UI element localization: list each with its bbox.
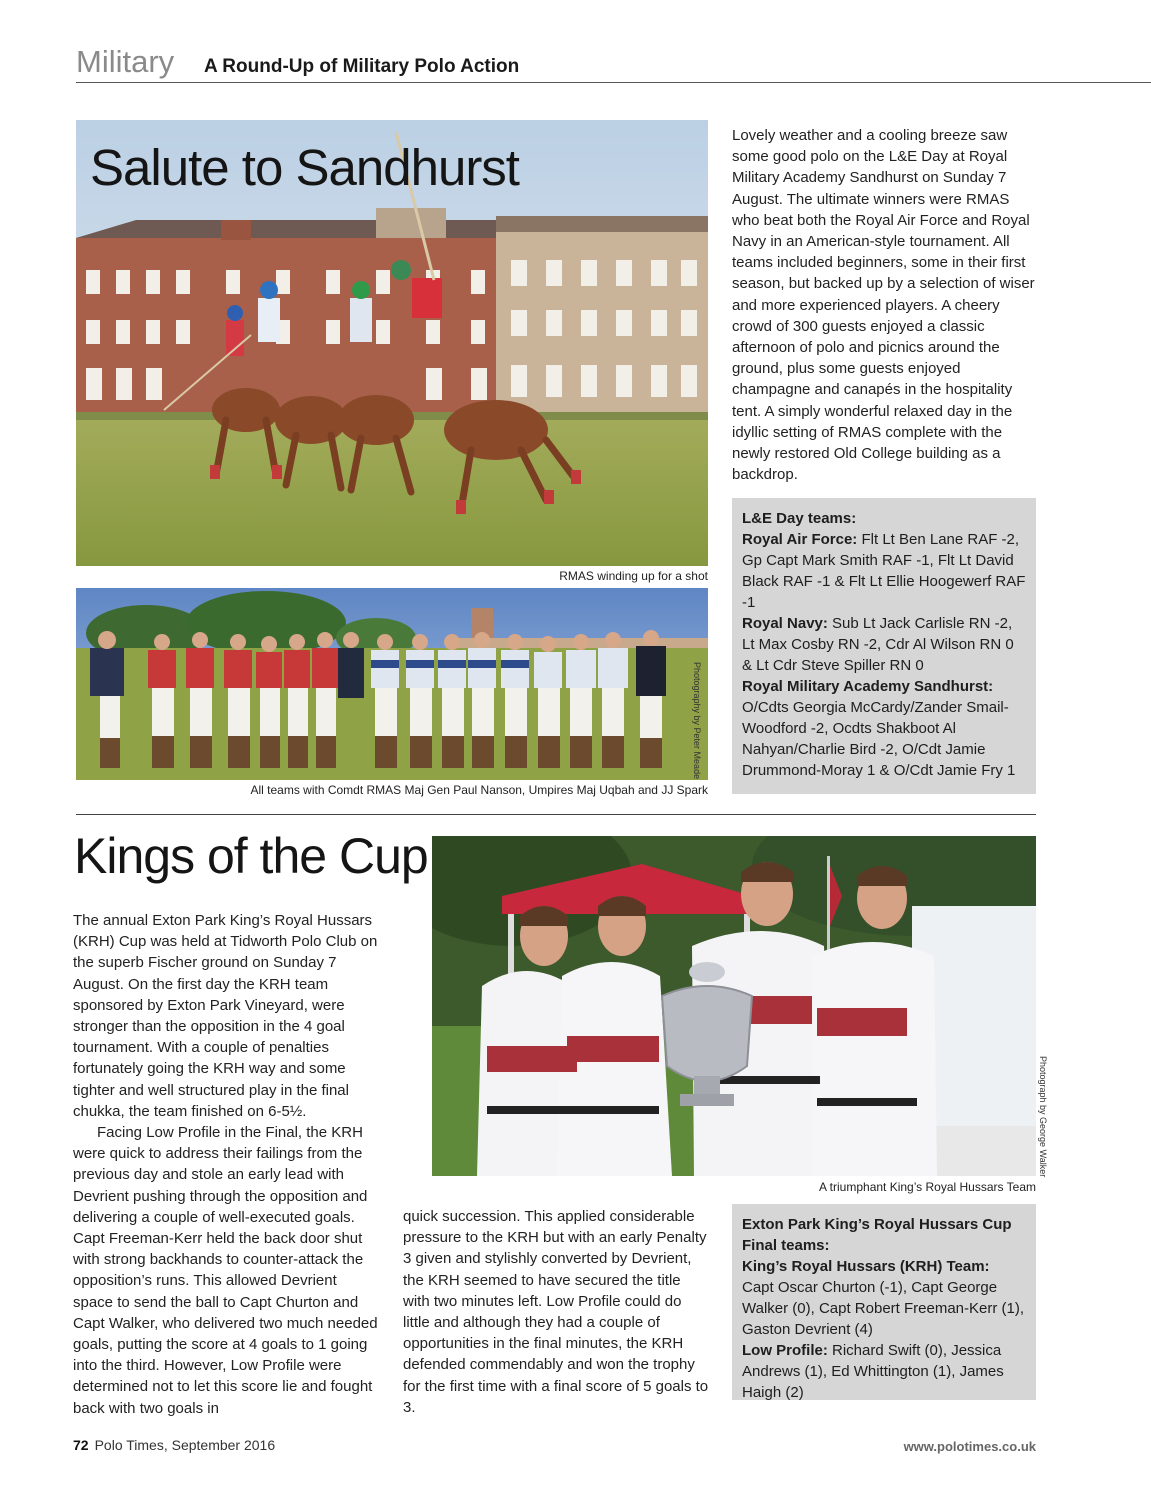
sandhurst-intro-text: Lovely weather and a cooling breeze saw some good polo on the L&E Day at Royal Military Academy Sandhurst on Sunday 7 August. The ultimate winners were RMAS who beat both the Royal Air Force and Royal Navy in an American-style tournament. All teams included beginners, some in their first season, but backed up by a selection of wiser and more experienced players. A cheery crowd of 300 guests enjoyed a classic afternoon of polo and picnics around the ground, plus some guests enjoyed champagne and canapés in the hospitality tent. A simply wonderful relaxed day in the idyllic setting of RMAS complete with the newly restored Old College building as a backdrop. (732, 127, 1035, 484)
page-header-title: A Round-Up of Military Polo Action (204, 56, 520, 77)
low-profile-label: Low Profile: (742, 1342, 828, 1359)
kings-column-1 (73, 910, 379, 1419)
team-lineup-photo (76, 588, 708, 780)
raf-label: Royal Air Force: (742, 531, 858, 548)
team-lineup-illustration (76, 588, 708, 780)
page-number: 72 (73, 1437, 89, 1453)
photo-caption-match: RMAS winding up for a shot (559, 569, 708, 583)
low-profile-players: Richard Swift (0), Jessica Andrews (1), Ed Whittington (1), James Haigh (2) (742, 1342, 1004, 1401)
section-label: Military (76, 44, 175, 79)
publication-name: Polo Times, September 2016 (94, 1437, 276, 1453)
krh-team-players: Capt Oscar Churton (-1), Capt George Walker (0), Capt Robert Freeman-Kerr (1), Gaston Devrient (4) (742, 1279, 1025, 1338)
photo-credit-kings: Photograph by George Walker (1038, 1056, 1048, 1178)
article-divider (76, 814, 1036, 815)
footer-left (73, 1437, 275, 1453)
navy-players: Sub Lt Jack Carlisle RN -2, Lt Max Cosby RN -2, Cdr Al Wilson RN 0 & Lt Cdr Steve Spiller RN 0 (742, 615, 1014, 674)
teams-box-heading: L&E Day teams: (742, 510, 857, 527)
trophy-team-illustration (432, 836, 1036, 1176)
kings-paragraph-2-continued: quick succession. This applied considerable pressure to the KRH but with an early Penalty 3 given and stylishly converted by Devrient, the KRH seemed to have secured the title with two minutes left. Low Profile could do little and although they had a couple of opportunities in the final minutes, the KRH defended commendably and won the trophy for the first time with a final score of 5 goals to 3. (403, 1208, 709, 1416)
footer-website: www.polotimes.co.uk (903, 1439, 1036, 1454)
kings-paragraph-1: The annual Exton Park King’s Royal Hussars (KRH) Cup was held at Tidworth Polo Club on the superb Fischer ground on Sunday 7 August. On the first day the KRH team sponsored by Exton Park Vineyard, were stronger than the opposition in the 4 goal tournament. With a couple of penalties fortunately going the KRH way and some tighter and well structured play in the final chukka, the team finished on 6-5½. (73, 912, 378, 1120)
article-title-sandhurst: Salute to Sandhurst (90, 139, 519, 196)
kings-paragraph-2: Facing Low Profile in the Final, the KRH were quick to address their failings from the previous day and stole an early lead with Devrient pushing through the opposition and delivering a couple of well-executed goals. Capt Freeman-Kerr held the back door shut with strong backhands to counter-attack the opposition’s runs. This allowed Devrient space to send the ball to Capt Churton and Capt Walker, who delivered two much needed goals, putting the score at 4 goals to 1 going into the third. However, Low Profile were determined not to let this score lie and fought back with two goals in (73, 1124, 378, 1417)
rmas-label: Royal Military Academy Sandhurst: (742, 678, 994, 695)
krh-team-label: King’s Royal Hussars (KRH) Team: (742, 1258, 990, 1275)
krh-cup-teams-box (732, 1204, 1036, 1400)
krh-box-heading: Exton Park King’s Royal Hussars Cup Final teams: (742, 1216, 1012, 1254)
article-title-kings: Kings of the Cup (74, 828, 428, 884)
navy-label: Royal Navy: (742, 615, 828, 632)
rmas-players: O/Cdts Georgia McCardy/Zander Smail-Woodford -2, Ocdts Shakboot Al Nahyan/Charlie Bird -2, O/Cdt Jamie Drummond-Moray 1 & O/Cdt Jamie Fry 1 (742, 699, 1016, 779)
photo-caption-lineup: All teams with Comdt RMAS Maj Gen Paul Nanson, Umpires Maj Uqbah and JJ Spark (250, 783, 708, 797)
polo-match-photo (76, 120, 708, 566)
header-divider (76, 82, 1151, 83)
photo-caption-trophy: A triumphant King’s Royal Hussars Team (819, 1180, 1036, 1194)
raf-players: Flt Lt Ben Lane RAF -2, Gp Capt Mark Smith RAF -1, Flt Lt David Black RAF -1 & Flt Lt Ellie Hoogewerf RAF -1 (742, 531, 1026, 611)
kings-column-2 (403, 1206, 709, 1418)
trophy-team-photo (432, 836, 1036, 1176)
photo-credit-sandhurst: Photography by Peter Meade (692, 662, 702, 780)
le-day-teams-box (732, 498, 1036, 794)
